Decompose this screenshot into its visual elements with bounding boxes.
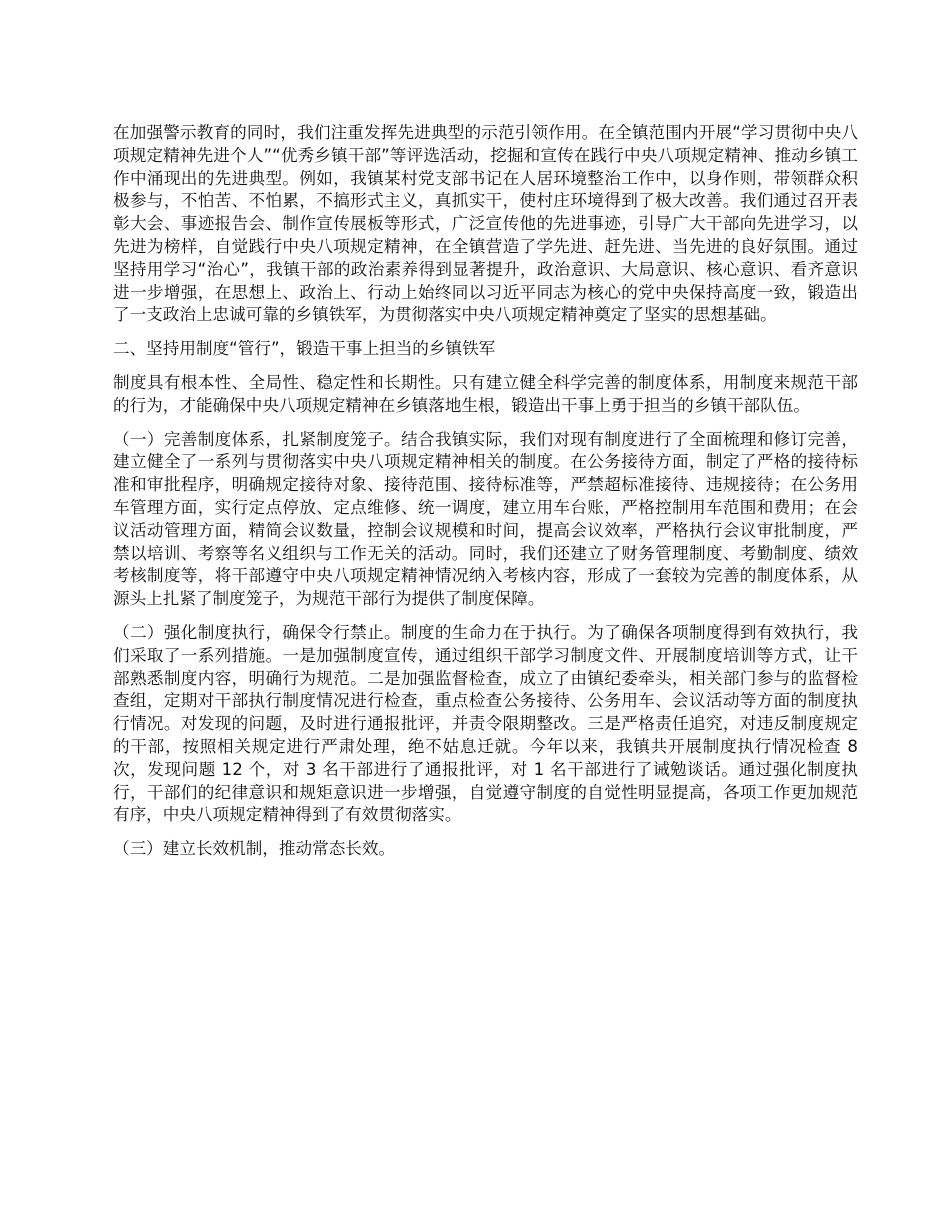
document-body [113, 122, 858, 872]
paragraph-subsection-3: （三）建立长效机制，推动常态长效。 [113, 839, 396, 859]
paragraph-advanced-models: 在加强警示教育的同时，我们注重发挥先进典型的示范引领作用。在全镇范围内开展“学习贯彻中央八项规定精神先进个人”“优秀乡镇干部”等评选活动，挖掘和宣传在践行中央八项规定精神、推动乡镇工作中涌现出的先进典型。例如，我镇某村党支部书记在人居环境整治工作中，以身作则，带领群众积极参与，不怕苦、不怕累，不搞形式主义，真抓实干，使村庄环境得到了极大改善。我们通过召开表彰大会、事迹报告会、制作宣传展板等形式，广泛宣传他的先进事迹，引导广大干部向先进学习，以先进为榜样，自觉践行中央八项规定精神，在全镇营造了学先进、赶先进、当先进的良好氛围。通过坚持用学习“治心”，我镇干部的政治素养得到显著提升，政治意识、大局意识、核心意识、看齐意识进一步增强，在思想上、政治上、行动上始终同以习近平同志为核心的党中央保持高度一致，锻造出了一支政治上忠诚可靠的乡镇铁军，为贯彻落实中央八项规定精神奠定了坚实的思想基础。 [113, 123, 858, 325]
section-heading-2: 二、坚持用制度“管行”，锻造干事上担当的乡镇铁军 [113, 339, 496, 359]
paragraph-subsection-2: （二）强化制度执行，确保令行禁止。制度的生命力在于执行。为了确保各项制度得到有效执行，我们采取了一系列措施。一是加强制度宣传，通过组织干部学习制度文件、开展制度培训等方式，让干部熟悉制度内容，明确行为规范。二是加强监督检查，成立了由镇纪委牵头，相关部门参与的监督检查组，定期对干部执行制度情况进行检查，重点检查公务接待、公务用车、会议活动等方面的制度执行情况。对发现的问题，及时进行通报批评，并责令限期整改。三是严格责任追究，对违反制度规定的干部，按照相关规定进行严肃处理，绝不姑息迁就。今年以来，我镇共开展制度执行情况检查 8 次，发现问题 12 个，对 3 名干部进行了通报批评，对 1 名干部进行了诫勉谈话。通过强化制度执行，干部们的纪律意识和规矩意识进一步增强，自觉遵守制度的自觉性明显提高，各项工作更加规范有序，中央八项规定精神得到了有效贯彻落实。 [113, 622, 858, 825]
paragraph-subsection-1: （一）完善制度体系，扎紧制度笼子。结合我镇实际，我们对现有制度进行了全面梳理和修订完善，建立健全了一系列与贯彻落实中央八项规定精神相关的制度。在公务接待方面，制定了严格的接待标准和审批程序，明确规定接待对象、接待范围、接待标准等，严禁超标准接待、违规接待；在公务用车管理方面，实行定点停放、定点维修、统一调度，建立用车台账，严格控制用车范围和费用；在会议活动管理方面，精简会议数量，控制会议规模和时间，提高会议效率，严格执行会议审批制度，严禁以培训、考察等名义组织与工作无关的活动。同时，我们还建立了财务管理制度、考勤制度、绩效考核制度等，将干部遵守中央八项规定精神情况纳入考核内容，形成了一套较为完善的制度体系，从源头上扎紧了制度笼子，为规范干部行为提供了制度保障。 [113, 429, 858, 609]
paragraph-system-intro: 制度具有根本性、全局性、稳定性和长期性。只有建立健全科学完善的制度体系，用制度来规范干部的行为，才能确保中央八项规定精神在乡镇落地生根，锻造出干事上勇于担当的乡镇干部队伍。 [113, 372, 858, 415]
